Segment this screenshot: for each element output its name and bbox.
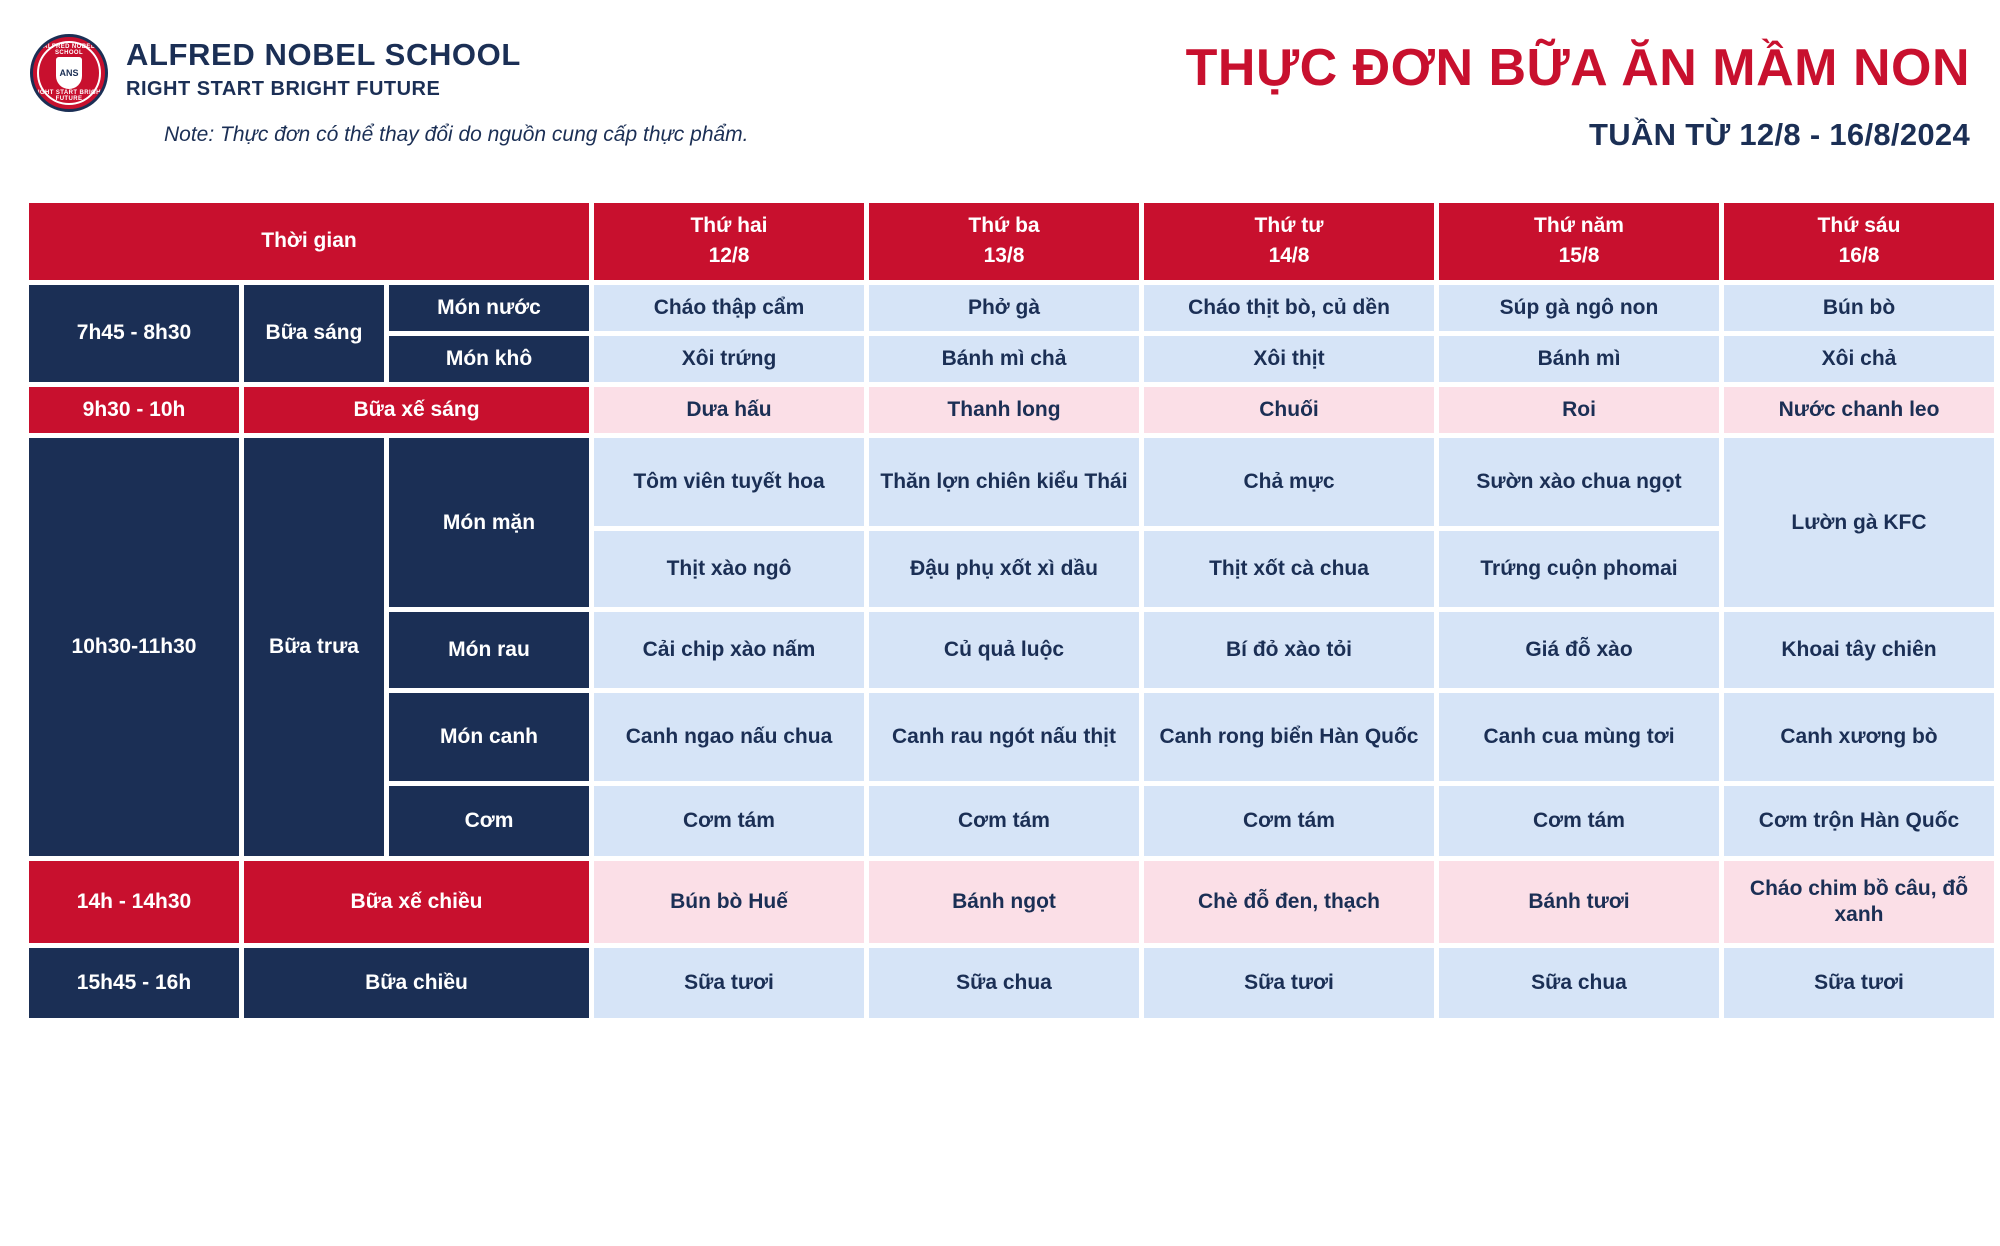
poster-header xyxy=(24,0,1976,190)
menu-cell: Cơm trộn Hàn Quốc xyxy=(1724,786,1994,856)
day-header-4 xyxy=(1439,203,1719,280)
weekly-menu-table xyxy=(24,198,1999,1023)
day-name: Thứ hai xyxy=(690,214,768,237)
menu-cell: Xôi chả xyxy=(1724,336,1994,382)
logo-shield: ANS xyxy=(56,57,82,89)
lunch-main-label: Món mặn xyxy=(389,438,589,607)
breakfast-row-1 xyxy=(29,285,1994,331)
menu-cell: Canh xương bò xyxy=(1724,693,1994,781)
menu-cell: Bún bò Huế xyxy=(594,861,864,943)
menu-cell: Sữa tươi xyxy=(1724,948,1994,1018)
menu-cell: Cải chip xào nấm xyxy=(594,612,864,688)
day-header-1 xyxy=(594,203,864,280)
day-header-5 xyxy=(1724,203,1994,280)
logo-top-text: ALFRED NOBEL SCHOOL xyxy=(43,44,95,56)
menu-cell: Tôm viên tuyết hoa xyxy=(594,438,864,526)
morning-snack-label: Bữa xế sáng xyxy=(244,387,589,433)
menu-cell: Canh cua mùng tơi xyxy=(1439,693,1719,781)
school-logo-icon xyxy=(30,34,108,112)
menu-cell: Canh rong biển Hàn Quốc xyxy=(1144,693,1434,781)
breakfast-row1-label: Món nước xyxy=(389,285,589,331)
day-name: Thứ năm xyxy=(1534,214,1624,237)
brand-text xyxy=(126,34,749,147)
menu-cell: Thanh long xyxy=(869,387,1139,433)
breakfast-meal-label: Bữa sáng xyxy=(244,285,384,383)
afternoon-snack-label: Bữa xế chiều xyxy=(244,861,589,943)
breakfast-row2-label: Món khô xyxy=(389,336,589,382)
menu-cell: Thịt xào ngô xyxy=(594,531,864,607)
menu-cell: Thăn lợn chiên kiểu Thái xyxy=(869,438,1139,526)
page-title: THỰC ĐƠN BỮA ĂN MẦM NON xyxy=(1185,39,1970,97)
lunch-vegetable-label: Món rau xyxy=(389,612,589,688)
menu-cell: Xôi trứng xyxy=(594,336,864,382)
lunch-meal-label: Bữa trưa xyxy=(244,438,384,856)
menu-cell: Khoai tây chiên xyxy=(1724,612,1994,688)
menu-cell: Chè đỗ đen, thạch xyxy=(1144,861,1434,943)
menu-cell: Cháo thịt bò, củ dền xyxy=(1144,285,1434,331)
menu-cell: Lườn gà KFC xyxy=(1724,438,1994,607)
menu-cell: Trứng cuộn phomai xyxy=(1439,531,1719,607)
menu-cell: Cơm tám xyxy=(869,786,1139,856)
week-subtitle: TUẦN TỪ 12/8 - 16/8/2024 xyxy=(1589,117,1970,153)
day-date: 14/8 xyxy=(1268,244,1310,268)
menu-cell: Súp gà ngô non xyxy=(1439,285,1719,331)
menu-cell: Xôi thịt xyxy=(1144,336,1434,382)
title-block xyxy=(1186,34,1970,153)
afternoon-snack-row xyxy=(29,861,1994,943)
day-date: 15/8 xyxy=(1558,244,1600,268)
breakfast-time: 7h45 - 8h30 xyxy=(29,285,239,383)
day-date: 16/8 xyxy=(1838,244,1880,268)
menu-cell: Roi xyxy=(1439,387,1719,433)
morning-snack-time: 9h30 - 10h xyxy=(29,387,239,433)
menu-cell: Bánh ngọt xyxy=(869,861,1139,943)
menu-cell: Canh ngao nấu chua xyxy=(594,693,864,781)
menu-cell: Cơm tám xyxy=(1144,786,1434,856)
lunch-row-1 xyxy=(29,438,1994,526)
day-header-2 xyxy=(869,203,1139,280)
lunch-rice-label: Cơm xyxy=(389,786,589,856)
school-tagline: RIGHT START BRIGHT FUTURE xyxy=(126,78,441,101)
menu-cell: Thịt xốt cà chua xyxy=(1144,531,1434,607)
menu-cell: Cháo chim bồ câu, đỗ xanh xyxy=(1724,861,1994,943)
menu-cell: Chuối xyxy=(1144,387,1434,433)
brand-block xyxy=(30,34,749,147)
time-header: Thời gian xyxy=(29,203,589,280)
afternoon-snack-time: 14h - 14h30 xyxy=(29,861,239,943)
logo-bottom-text: RIGHT START BRIGHT FUTURE xyxy=(33,90,105,102)
dinner-row xyxy=(29,948,1994,1018)
menu-cell: Cơm tám xyxy=(1439,786,1719,856)
menu-cell: Bánh mì chả xyxy=(869,336,1139,382)
menu-cell: Củ quả luộc xyxy=(869,612,1139,688)
day-name: Thứ ba xyxy=(968,214,1040,237)
menu-cell: Chả mực xyxy=(1144,438,1434,526)
menu-cell: Dưa hấu xyxy=(594,387,864,433)
menu-cell: Cơm tám xyxy=(594,786,864,856)
menu-cell: Bánh mì xyxy=(1439,336,1719,382)
menu-cell: Bí đỏ xào tỏi xyxy=(1144,612,1434,688)
menu-cell: Canh rau ngót nấu thịt xyxy=(869,693,1139,781)
menu-cell: Sữa tươi xyxy=(1144,948,1434,1018)
school-name: ALFRED NOBEL SCHOOL xyxy=(126,37,521,72)
dinner-label: Bữa chiều xyxy=(244,948,589,1018)
menu-cell: Cháo thập cẩm xyxy=(594,285,864,331)
menu-cell: Nước chanh leo xyxy=(1724,387,1994,433)
day-date: 12/8 xyxy=(708,244,750,268)
menu-cell: Sườn xào chua ngọt xyxy=(1439,438,1719,526)
menu-cell: Bún bò xyxy=(1724,285,1994,331)
menu-cell: Sữa tươi xyxy=(594,948,864,1018)
day-header-3 xyxy=(1144,203,1434,280)
lunch-soup-label: Món canh xyxy=(389,693,589,781)
menu-cell: Bánh tươi xyxy=(1439,861,1719,943)
menu-cell: Giá đỗ xào xyxy=(1439,612,1719,688)
morning-snack-row xyxy=(29,387,1994,433)
menu-cell: Sữa chua xyxy=(1439,948,1719,1018)
table-header-row xyxy=(29,203,1994,280)
day-name: Thứ sáu xyxy=(1817,214,1901,237)
menu-cell: Phở gà xyxy=(869,285,1139,331)
menu-cell: Sữa chua xyxy=(869,948,1139,1018)
day-name: Thứ tư xyxy=(1254,214,1324,237)
menu-cell: Đậu phụ xốt xì dầu xyxy=(869,531,1139,607)
lunch-time: 10h30-11h30 xyxy=(29,438,239,856)
day-date: 13/8 xyxy=(983,244,1025,268)
dinner-time: 15h45 - 16h xyxy=(29,948,239,1018)
menu-note: Note: Thực đơn có thể thay đổi do nguồn cung cấp thực phẩm. xyxy=(164,123,749,147)
